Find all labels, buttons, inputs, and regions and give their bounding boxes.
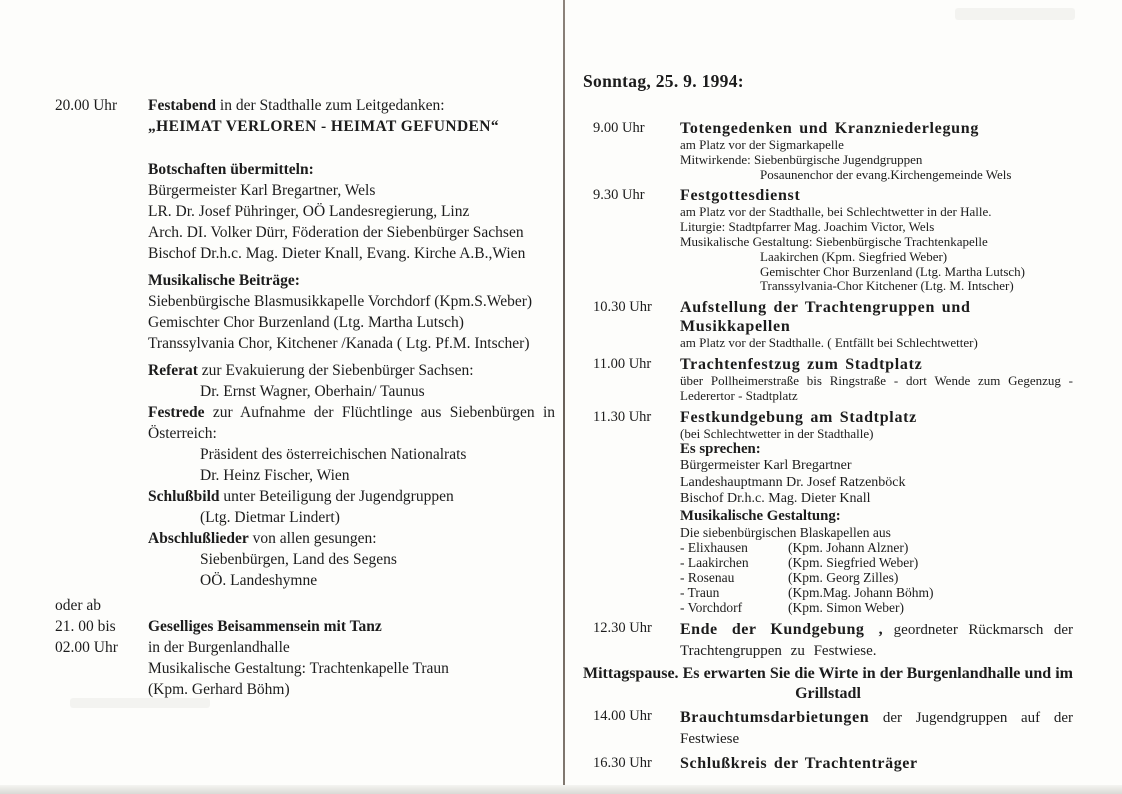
event-title-line: [148, 95, 555, 116]
detail-line: (bei Schlechtwetter in der Stadthalle): [680, 425, 874, 441]
detail-line: über Pollheimerstraße bis Ringstraße - dort Wende zum Gegenzug -: [680, 372, 1073, 388]
page-right: [583, 70, 1073, 773]
speaker-line: Landeshauptmann Dr. Josef Ratzenböck: [680, 474, 906, 490]
kapelle-kpm: (Kpm. Georg Zilles): [788, 569, 899, 585]
time-to: 02.00 Uhr: [55, 639, 118, 656]
event-content: [680, 186, 1073, 294]
time-prefix: oder ab: [55, 597, 102, 614]
detail-line: Arch. DI. Volker Dürr, Föderation der Siebenbürger Sachsen: [148, 224, 524, 241]
kapelle-name: - Traun: [680, 584, 720, 600]
detail-line: Siebenbürgische Blasmusikkapelle Vorchdorf (Kpm.S.Weber): [148, 293, 533, 310]
scan-bottom-edge: [0, 785, 1122, 794]
event-festabend: [55, 95, 555, 591]
time-label: 9.30 Uhr: [593, 187, 645, 204]
detail-line: Liturgie: Stadtpfarrer Mag. Joachim Victor, Wels: [680, 219, 935, 235]
song-line: OÖ. Landeshymne: [200, 572, 318, 589]
detail-line: Bürgermeister Karl Bregartner, Wels: [148, 182, 376, 199]
abschluss-line: [148, 528, 555, 549]
schlussbild-leader: (Ltg. Dietmar Lindert): [200, 509, 340, 526]
event-content: [148, 95, 555, 591]
subheading-es-sprechen: Es sprechen:: [680, 441, 761, 458]
time-label: 11.30 Uhr: [593, 408, 652, 425]
mittagspause-line2: Grillstadl: [795, 684, 861, 702]
event-title: Festabend: [148, 97, 217, 114]
event-title: Schlußkreis der Trachtenträger: [680, 754, 918, 772]
event-content: [680, 754, 1073, 773]
event-content: [680, 408, 1073, 615]
detail-line: Laakirchen (Kpm. Siegfried Weber): [760, 248, 948, 264]
blaskapellen-intro: Die siebenbürgischen Blaskapellen aus: [680, 524, 891, 540]
time-label: 14.00 Uhr: [593, 707, 652, 724]
detail-line: Transsylvania Chor, Kitchener /Kanada ( Ltg. Pf.M. Intscher): [148, 335, 530, 352]
kapelle-line: [680, 585, 1073, 600]
event-1130: [583, 408, 1073, 615]
speaker-line: Bischof Dr.h.c. Mag. Dieter Knall: [680, 491, 871, 507]
mittagspause-note: [583, 664, 1073, 703]
event-0930: [583, 186, 1073, 294]
kapelle-name: - Vorchdorf: [680, 599, 743, 615]
event-title: Festkundgebung am Stadtplatz: [680, 408, 917, 426]
referat-speaker: Dr. Ernst Wagner, Oberhain/ Taunus: [200, 383, 425, 400]
schlussbild-line: [148, 486, 555, 507]
detail-line: am Platz vor der Stadthalle, bei Schlechtwetter in der Halle.: [680, 204, 992, 220]
mittagspause-line1: Mittagspause. Es erwarten Sie die Wirte in der Burgenlandhalle und im: [583, 664, 1073, 682]
festrede-label: Festrede: [148, 404, 205, 421]
referat-line: [148, 360, 555, 381]
time-label: 11.00 Uhr: [593, 355, 652, 372]
detail-line: Posaunenchor der evang.Kirchengemeinde Wels: [760, 166, 1012, 182]
festrede-rest: zur Aufnahme der Flüchtlinge aus Siebenbürgen in: [204, 404, 555, 421]
subheading-musik: Musikalische Gestaltung:: [680, 507, 841, 524]
page-fold-line: [563, 0, 565, 786]
detail-line: Musikalische Gestaltung: Siebenbürgische Trachtenkapelle: [680, 233, 988, 249]
event-title: Totengedenken und Kranzniederlegung: [680, 120, 980, 137]
kapelle-line: [680, 555, 1073, 570]
festrede-speaker: Präsident des österreichischen Nationalrats: [200, 446, 467, 463]
festrede-line2: Österreich:: [148, 425, 217, 442]
referat-rest: zur Evakuierung der Siebenbürger Sachsen:: [197, 362, 474, 379]
event-motto: „HEIMAT VERLOREN - HEIMAT GEFUNDEN“: [148, 118, 500, 135]
detail-line: Mitwirkende: Siebenbürgische Jugendgruppen: [680, 151, 923, 167]
detail-line: Lederertor - Stadtplatz: [680, 387, 798, 403]
event-title: Brauchtumsdarbietungen: [680, 708, 870, 726]
time-label: 12.30 Uhr: [593, 619, 652, 636]
event-1630: [583, 754, 1073, 773]
time-label: 10.30 Uhr: [593, 299, 652, 316]
day-header: Sonntag, 25. 9. 1994:: [583, 71, 744, 91]
referat-label: Referat: [148, 362, 198, 379]
event-content: [148, 616, 555, 700]
event-tanzabend: [55, 595, 555, 700]
kapelle-name: - Laakirchen: [680, 554, 749, 570]
event-content: [680, 619, 1073, 662]
scan-smudge: [955, 8, 1075, 20]
event-1230: [583, 619, 1073, 662]
detail-line: Musikalische Gestaltung: Trachtenkapelle Traun: [148, 660, 449, 677]
abschluss-label: Abschlußlieder: [148, 530, 249, 547]
time-label: 9.00 Uhr: [593, 120, 645, 136]
schlussbild-rest: unter Beteiligung der Jugendgruppen: [219, 488, 454, 505]
kapelle-kpm: (Kpm.Mag. Johann Böhm): [788, 584, 934, 600]
kapelle-name: - Elixhausen: [680, 539, 748, 555]
event-content: [680, 355, 1073, 404]
detail-line: (Kpm. Gerhard Böhm): [148, 681, 290, 698]
event-title-rest: geordneter Rückmarsch der: [883, 621, 1073, 638]
section-heading-botschaften: Botschaften übermitteln:: [148, 161, 314, 178]
detail-line: am Platz vor der Sigmarkapelle: [680, 137, 844, 152]
kapelle-line: [680, 570, 1073, 585]
event-title-line: [680, 707, 1073, 729]
event-title: Festgottesdienst: [680, 187, 801, 205]
kapelle-kpm: (Kpm. Johann Alzner): [788, 539, 909, 555]
detail-line: Transsylvania-Chor Kitchener (Ltg. M. Intscher): [760, 278, 1014, 294]
detail-line: Gemischter Chor Burzenland (Ltg. Martha Lutsch): [148, 314, 464, 331]
song-line: Siebenbürgen, Land des Segens: [200, 551, 397, 568]
time-from: 21. 00 bis: [55, 618, 116, 635]
time-label-group: [55, 595, 148, 700]
detail-line: Bischof Dr.h.c. Mag. Dieter Knall, Evang. Kirche A.B.,Wien: [148, 245, 526, 262]
kapelle-kpm: (Kpm. Simon Weber): [788, 599, 905, 615]
festrede-speaker: Dr. Heinz Fischer, Wien: [200, 467, 350, 484]
festrede-line: [148, 402, 555, 423]
detail-line: Trachtengruppen zu Festwiese.: [680, 642, 877, 659]
event-content: [680, 119, 1073, 182]
event-title: Ende der Kundgebung ,: [680, 620, 884, 638]
time-label: 16.30 Uhr: [593, 754, 652, 771]
event-1400: [583, 707, 1073, 750]
event-content: [680, 298, 1073, 351]
kapelle-kpm: (Kpm. Siegfried Weber): [788, 554, 919, 570]
kapelle-name: - Rosenau: [680, 569, 735, 585]
event-title: Trachtenfestzug zum Stadtplatz: [680, 355, 923, 373]
detail-line: Gemischter Chor Burzenland (Ltg. Martha Lutsch): [760, 263, 1025, 279]
abschluss-rest: von allen gesungen:: [248, 530, 377, 547]
kapelle-line: [680, 600, 1073, 615]
event-1030: [583, 298, 1073, 351]
event-title-rest: in der Stadthalle zum Leitgedanken:: [216, 97, 445, 114]
event-1100: [583, 355, 1073, 404]
kapelle-line: [680, 540, 1073, 555]
detail-line: am Platz vor der Stadthalle. ( Entfällt bei Schlechtwetter): [680, 335, 978, 351]
schlussbild-label: Schlußbild: [148, 488, 220, 505]
detail-line: LR. Dr. Josef Pühringer, OÖ Landesregierung, Linz: [148, 203, 470, 220]
section-heading-musik: Musikalische Beiträge:: [148, 272, 300, 289]
event-title: Aufstellung der Trachtengruppen und Musikkapellen: [680, 299, 971, 336]
detail-line: Festwiese: [680, 730, 740, 747]
detail-line: in der Burgenlandhalle: [148, 639, 290, 656]
event-content: [680, 707, 1073, 750]
event-title-line: [680, 619, 1073, 641]
page-left: [55, 95, 555, 700]
speaker-line: Bürgermeister Karl Bregartner: [680, 458, 852, 474]
time-label: 20.00 Uhr: [55, 97, 118, 114]
event-0900: [583, 119, 1073, 182]
event-title-rest: der Jugendgruppen auf der: [869, 709, 1073, 726]
event-title: Geselliges Beisammensein mit Tanz: [148, 618, 382, 635]
